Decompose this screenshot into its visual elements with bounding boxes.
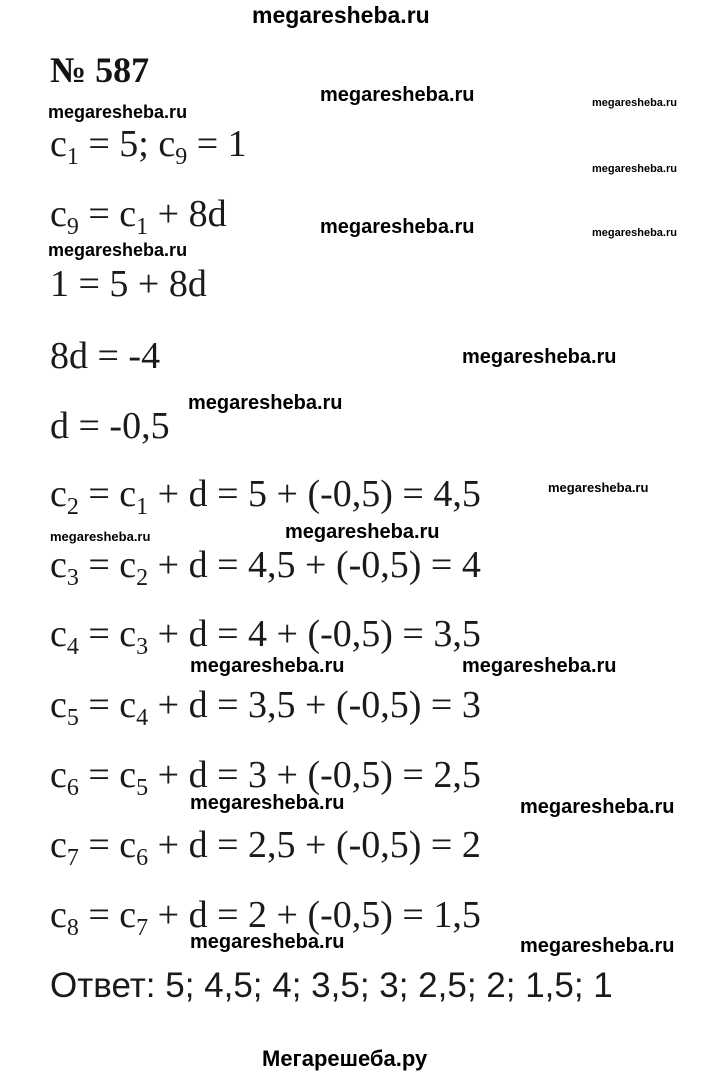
line-part: c [50,613,67,655]
line-subscript: 6 [136,845,149,871]
line-subscript: 4 [66,634,79,660]
line-part: c [50,473,67,515]
solution-line [50,754,481,801]
watermark: megaresheba.ru [520,935,675,957]
line-part: c [50,754,67,796]
line-subscript: 2 [136,565,149,591]
solution-line [50,407,170,445]
line-part: = c [78,613,137,655]
line-part: + d = 3,5 + (-0,5) = 3 [148,684,481,726]
line-part: = c [78,473,137,515]
line-subscript: 4 [136,705,149,731]
line-subscript: 3 [136,634,149,660]
line-part: + d = 3 + (-0,5) = 2,5 [148,754,481,796]
line-part: = c [78,824,137,866]
solution-line [50,613,481,660]
watermark: megaresheba.ru [592,163,677,175]
line-subscript: 8 [66,915,79,941]
watermark: megaresheba.ru [190,931,345,953]
watermark: megaresheba.ru [462,346,617,368]
line-part: + d = 5 + (-0,5) = 4,5 [148,473,481,515]
line-part: = 1 [187,123,247,165]
line-text: d = -0,5 [50,405,170,447]
line-part: c [50,684,67,726]
line-subscript: 6 [66,775,79,801]
watermark: megaresheba.ru [190,655,345,677]
watermark: megaresheba.ru [188,392,343,414]
line-part: = c [78,684,137,726]
watermark-footer: Мегарешеба.ру [262,1046,428,1071]
watermark: megaresheba.ru [190,792,345,814]
watermark: megaresheba.ru [462,655,617,677]
watermark: megaresheba.ru [320,84,475,106]
line-subscript: 5 [66,705,79,731]
line-part: c [50,894,67,936]
line-subscript: 3 [66,565,79,591]
line-part: c [50,824,67,866]
watermark-header: megaresheba.ru [252,2,430,28]
watermark: megaresheba.ru [548,480,649,495]
watermark: megaresheba.ru [285,521,440,543]
line-subscript: 9 [66,214,79,240]
solution-line [50,193,227,240]
line-part: + d = 2 + (-0,5) = 1,5 [148,894,481,936]
line-subscript: 1 [66,144,79,170]
watermark: megaresheba.ru [48,240,188,260]
solution-line [50,684,481,731]
solution-line [50,337,160,375]
line-part: c [50,193,67,235]
answer-line [50,968,613,1003]
watermark: megaresheba.ru [320,216,475,238]
line-part: + d = 2,5 + (-0,5) = 2 [148,824,481,866]
line-part: + 8d [148,193,227,235]
line-part: = c [78,754,137,796]
answer-label: Ответ: [50,966,156,1005]
problem-number: № 587 [50,50,150,90]
line-part: + d = 4 + (-0,5) = 3,5 [148,613,481,655]
line-part: = c [78,544,137,586]
watermark: megaresheba.ru [592,227,677,239]
line-part: = c [78,894,137,936]
line-text: 1 = 5 + 8d [50,263,207,305]
watermark: megaresheba.ru [520,796,675,818]
solution-line [50,544,481,591]
line-part: = c [78,193,137,235]
line-part: = 5; c [78,123,176,165]
watermark: megaresheba.ru [48,102,188,122]
watermark: megaresheba.ru [592,97,677,109]
line-text: 8d = -4 [50,335,161,377]
line-subscript: 2 [66,494,79,520]
line-part: c [50,123,67,165]
line-subscript: 9 [175,144,188,170]
line-part: c [50,544,67,586]
line-subscript: 7 [66,845,79,871]
solution-line [50,265,207,303]
line-subscript: 1 [136,494,149,520]
line-subscript: 1 [136,214,149,240]
solution-line [50,123,247,170]
solution-line [50,473,481,520]
solution-line [50,824,481,871]
line-part: + d = 4,5 + (-0,5) = 4 [148,544,481,586]
line-subscript: 5 [136,775,149,801]
line-subscript: 7 [136,915,149,941]
solution-line [50,894,481,941]
watermark: megaresheba.ru [50,529,151,544]
answer-values: 5; 4,5; 4; 3,5; 3; 2,5; 2; 1,5; 1 [155,966,613,1005]
